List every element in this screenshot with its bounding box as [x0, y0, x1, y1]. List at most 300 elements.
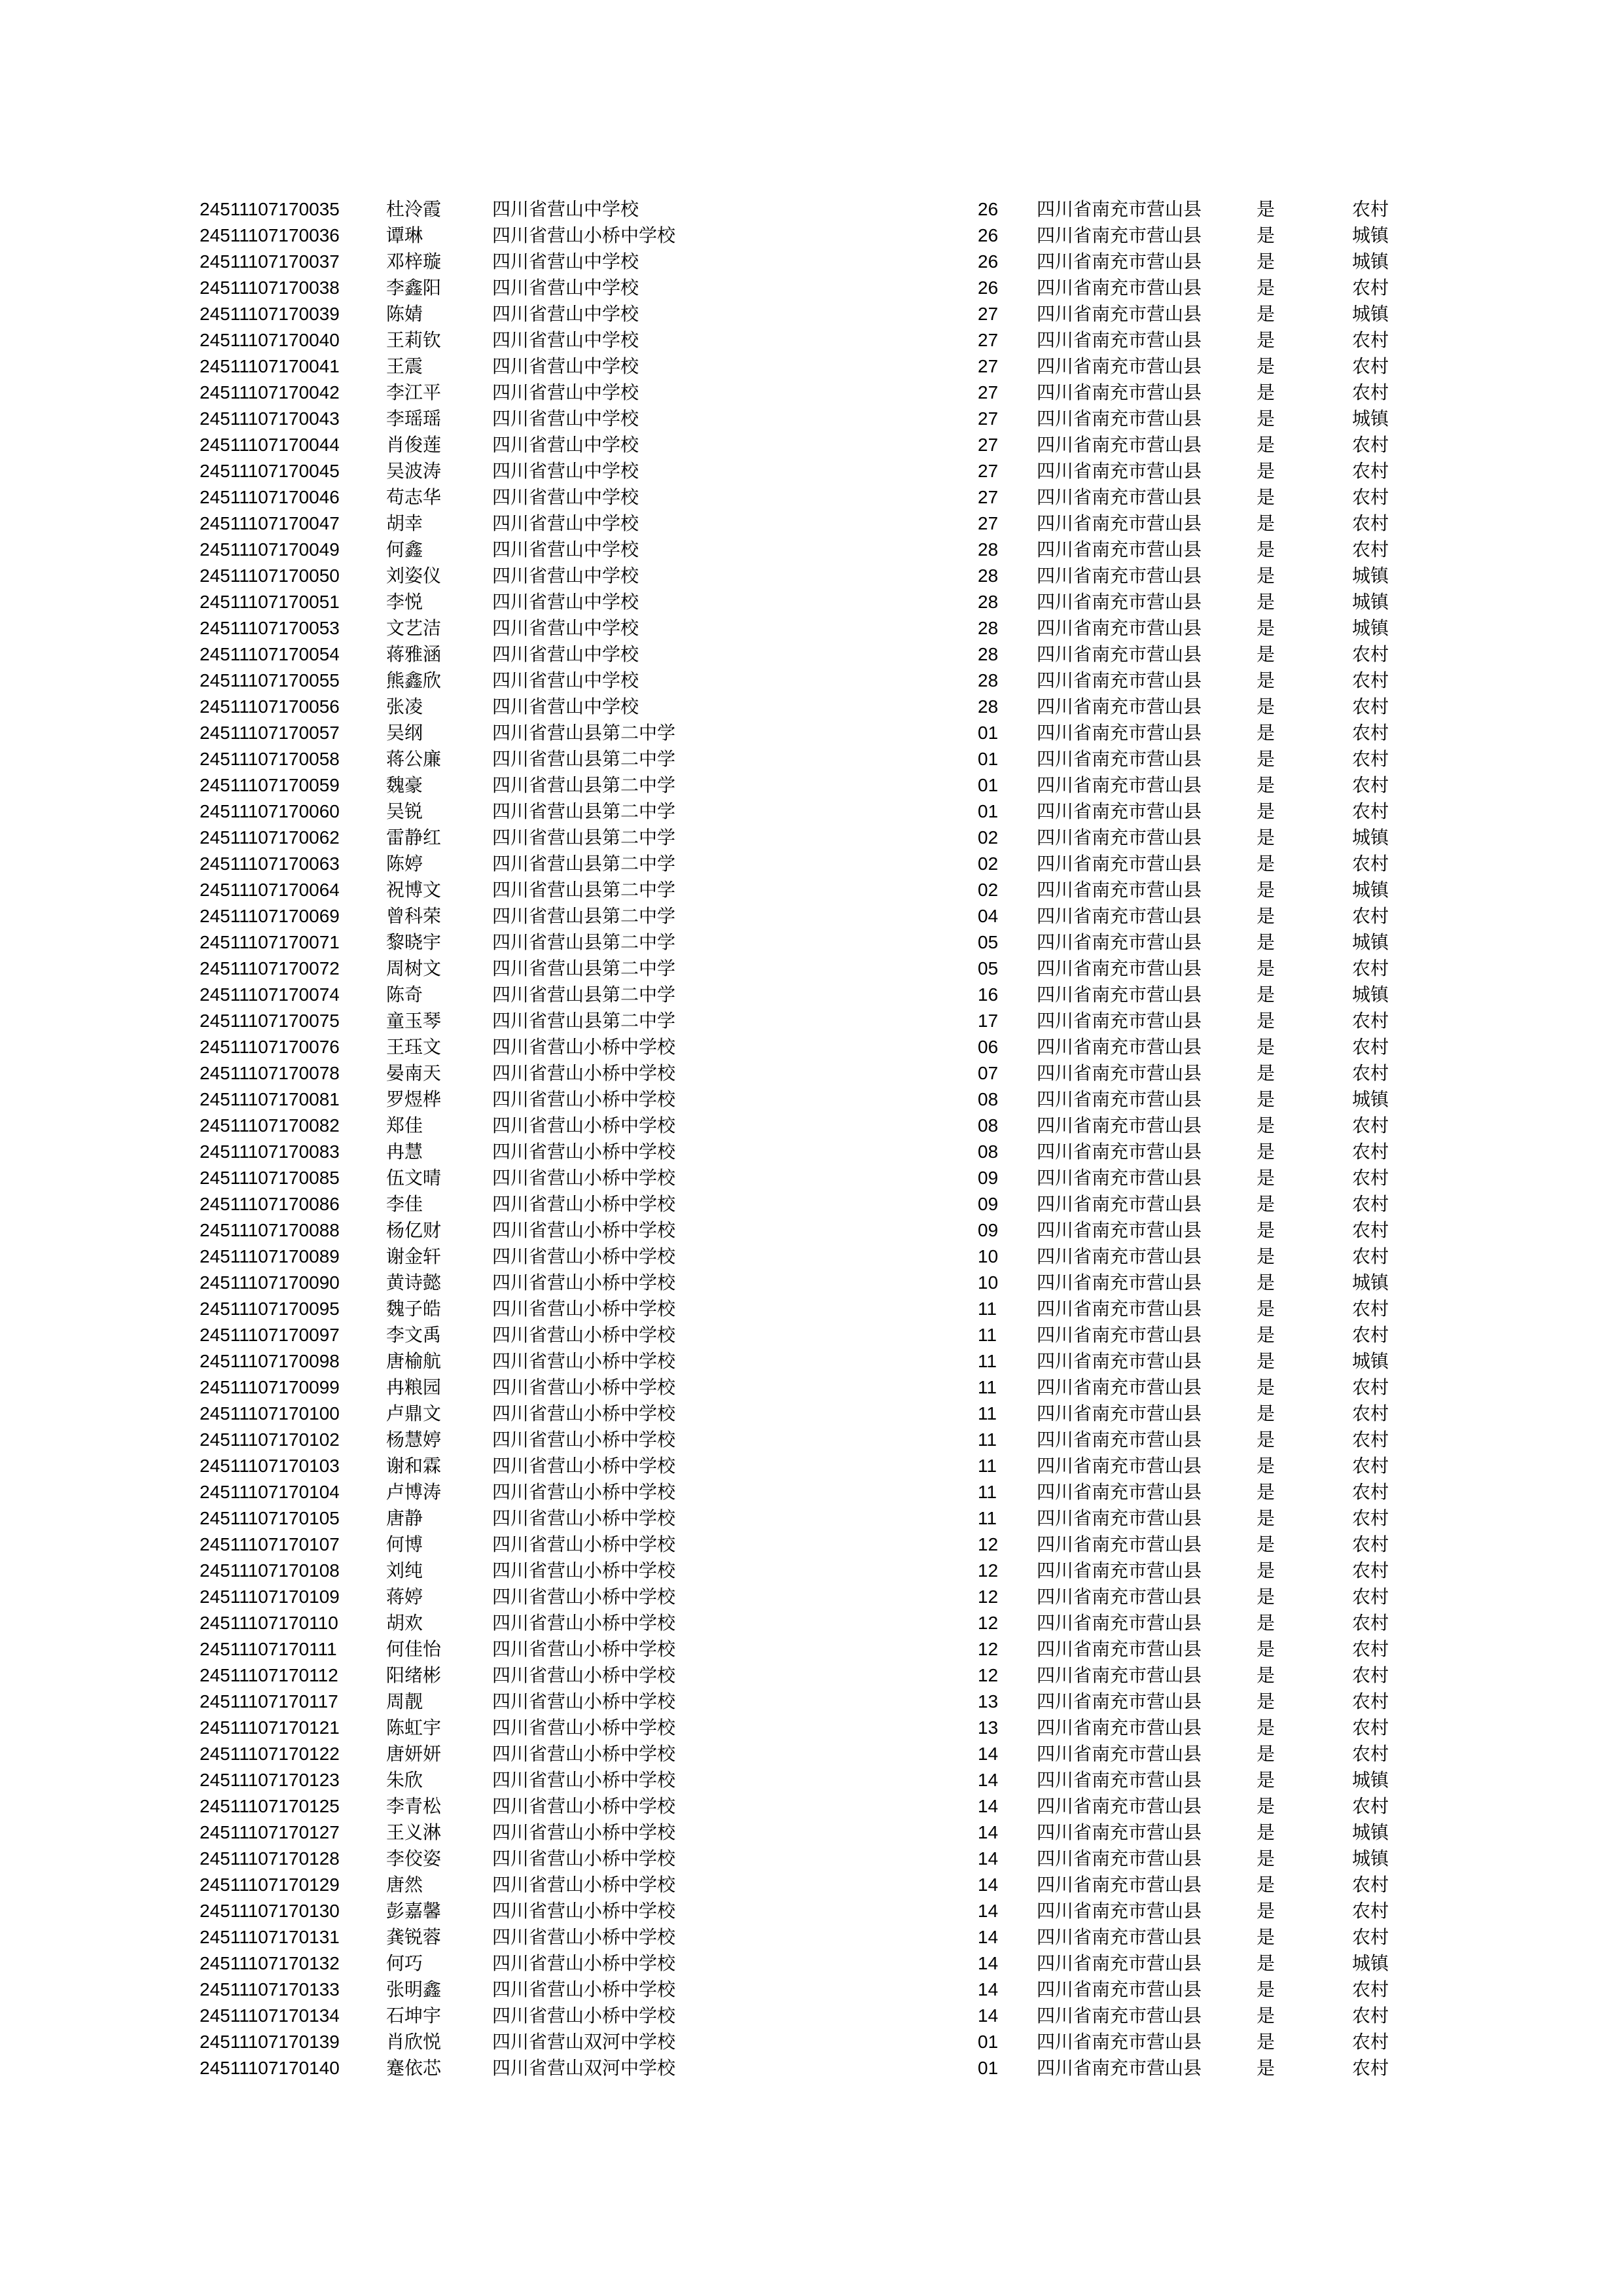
region-cell: 四川省南充市营山县 [1037, 460, 1202, 482]
region-cell: 四川省南充市营山县 [1037, 434, 1202, 456]
school-cell: 四川省营山县第二中学 [492, 722, 676, 744]
table-row [0, 1636, 1623, 1662]
school-cell: 四川省营山小桥中学校 [492, 1062, 676, 1084]
student-id-cell: 24511107170038 [200, 278, 340, 298]
class-number-cell: 12 [978, 1639, 999, 1659]
residence-type-cell: 城镇 [1352, 1821, 1389, 1843]
school-cell: 四川省营山县第二中学 [492, 774, 676, 796]
table-row [0, 1558, 1623, 1584]
region-cell: 四川省南充市营山县 [1037, 1062, 1202, 1084]
school-cell: 四川省营山小桥中学校 [492, 1219, 676, 1241]
residence-type-cell: 农村 [1352, 1612, 1389, 1634]
table-row [0, 458, 1623, 484]
student-id-cell: 24511107170059 [200, 775, 340, 795]
school-cell: 四川省营山中学校 [492, 486, 639, 508]
class-number-cell: 26 [978, 251, 999, 272]
student-id-cell: 24511107170102 [200, 1429, 340, 1450]
eligibility-cell: 是 [1257, 879, 1275, 901]
residence-type-cell: 农村 [1352, 1534, 1389, 1555]
school-cell: 四川省营山中学校 [492, 198, 639, 220]
school-cell: 四川省营山小桥中学校 [492, 1193, 676, 1215]
table-row [0, 1034, 1623, 1060]
school-cell: 四川省营山小桥中学校 [492, 1717, 676, 1738]
student-name-cell: 李悦 [386, 591, 423, 613]
table-row [0, 406, 1623, 432]
class-number-cell: 12 [978, 1587, 999, 1607]
school-cell: 四川省营山中学校 [492, 696, 639, 717]
student-id-cell: 24511107170121 [200, 1717, 340, 1738]
region-cell: 四川省南充市营山县 [1037, 1298, 1202, 1319]
class-number-cell: 11 [978, 1325, 997, 1345]
region-cell: 四川省南充市营山县 [1037, 329, 1202, 351]
residence-type-cell: 农村 [1352, 1193, 1389, 1215]
residence-type-cell: 城镇 [1352, 879, 1389, 901]
eligibility-cell: 是 [1257, 434, 1275, 456]
class-number-cell: 07 [978, 1063, 999, 1083]
student-name-cell: 刘姿仪 [386, 565, 442, 586]
class-number-cell: 27 [978, 435, 999, 455]
class-number-cell: 10 [978, 1272, 999, 1293]
residence-type-cell: 农村 [1352, 2057, 1389, 2079]
residence-type-cell: 农村 [1352, 853, 1389, 874]
school-cell: 四川省营山小桥中学校 [492, 1298, 676, 1319]
eligibility-cell: 是 [1257, 1560, 1275, 1581]
region-cell: 四川省南充市营山县 [1037, 1141, 1202, 1162]
region-cell: 四川省南充市营山县 [1037, 1507, 1202, 1529]
class-number-cell: 05 [978, 932, 999, 952]
class-number-cell: 14 [978, 1901, 999, 1921]
class-number-cell: 04 [978, 906, 999, 926]
table-row [0, 1008, 1623, 1034]
student-id-cell: 24511107170039 [200, 304, 340, 324]
student-name-cell: 李佼姿 [386, 1848, 442, 1869]
region-cell: 四川省南充市营山县 [1037, 1979, 1202, 2000]
student-name-cell: 唐然 [386, 1874, 423, 1895]
table-row [0, 1244, 1623, 1270]
school-cell: 四川省营山县第二中学 [492, 800, 676, 822]
class-number-cell: 14 [978, 1796, 999, 1816]
class-number-cell: 08 [978, 1115, 999, 1136]
student-id-cell: 24511107170140 [200, 2058, 340, 2078]
student-name-cell: 文艺洁 [386, 617, 442, 639]
eligibility-cell: 是 [1257, 1429, 1275, 1450]
residence-type-cell: 农村 [1352, 1926, 1389, 1948]
region-cell: 四川省南充市营山县 [1037, 1219, 1202, 1241]
student-name-cell: 蹇依芯 [386, 2057, 442, 2079]
eligibility-cell: 是 [1257, 722, 1275, 744]
residence-type-cell: 农村 [1352, 2031, 1389, 2053]
student-name-cell: 黎晓宇 [386, 931, 442, 953]
residence-type-cell: 农村 [1352, 1429, 1389, 1450]
region-cell: 四川省南充市营山县 [1037, 1272, 1202, 1293]
class-number-cell: 11 [978, 1482, 997, 1502]
class-number-cell: 08 [978, 1089, 999, 1109]
eligibility-cell: 是 [1257, 1481, 1275, 1503]
school-cell: 四川省营山小桥中学校 [492, 1743, 676, 1765]
eligibility-cell: 是 [1257, 1769, 1275, 1791]
class-number-cell: 17 [978, 1011, 999, 1031]
class-number-cell: 12 [978, 1534, 999, 1554]
residence-type-cell: 城镇 [1352, 827, 1389, 848]
table-row [0, 1191, 1623, 1217]
class-number-cell: 27 [978, 356, 999, 376]
student-name-cell: 苟志华 [386, 486, 442, 508]
table-row [0, 1793, 1623, 1820]
table-row [0, 1662, 1623, 1689]
residence-type-cell: 农村 [1352, 1376, 1389, 1398]
eligibility-cell: 是 [1257, 670, 1275, 691]
student-name-cell: 王莉钦 [386, 329, 442, 351]
student-id-cell: 24511107170062 [200, 827, 340, 848]
student-id-cell: 24511107170043 [200, 408, 340, 429]
residence-type-cell: 农村 [1352, 1062, 1389, 1084]
student-id-cell: 24511107170134 [200, 2005, 340, 2026]
eligibility-cell: 是 [1257, 1874, 1275, 1895]
school-cell: 四川省营山中学校 [492, 408, 639, 429]
student-name-cell: 刘纯 [386, 1560, 423, 1581]
student-name-cell: 胡欢 [386, 1612, 423, 1634]
residence-type-cell: 农村 [1352, 1664, 1389, 1686]
student-id-cell: 24511107170051 [200, 592, 340, 612]
school-cell: 四川省营山中学校 [492, 591, 639, 613]
residence-type-cell: 农村 [1352, 1403, 1389, 1424]
student-id-cell: 24511107170036 [200, 225, 340, 245]
class-number-cell: 02 [978, 827, 999, 848]
student-id-cell: 24511107170082 [200, 1115, 340, 1136]
school-cell: 四川省营山县第二中学 [492, 748, 676, 770]
school-cell: 四川省营山中学校 [492, 434, 639, 456]
school-cell: 四川省营山中学校 [492, 512, 639, 534]
student-name-cell: 李青松 [386, 1795, 442, 1817]
table-row [0, 1217, 1623, 1244]
class-number-cell: 14 [978, 1744, 999, 1764]
student-id-cell: 24511107170133 [200, 1979, 340, 2000]
class-number-cell: 08 [978, 1141, 999, 1162]
class-number-cell: 26 [978, 278, 999, 298]
region-cell: 四川省南充市营山县 [1037, 486, 1202, 508]
student-name-cell: 卢博涛 [386, 1481, 442, 1503]
student-id-cell: 24511107170056 [200, 696, 340, 717]
region-cell: 四川省南充市营山县 [1037, 1376, 1202, 1398]
class-number-cell: 14 [978, 1927, 999, 1947]
school-cell: 四川省营山中学校 [492, 670, 639, 691]
eligibility-cell: 是 [1257, 460, 1275, 482]
eligibility-cell: 是 [1257, 1088, 1275, 1110]
table-row [0, 1767, 1623, 1793]
eligibility-cell: 是 [1257, 905, 1275, 927]
student-id-cell: 24511107170129 [200, 1874, 340, 1895]
region-cell: 四川省南充市营山县 [1037, 408, 1202, 429]
residence-type-cell: 农村 [1352, 486, 1389, 508]
class-number-cell: 13 [978, 1691, 999, 1712]
school-cell: 四川省营山中学校 [492, 617, 639, 639]
school-cell: 四川省营山县第二中学 [492, 1010, 676, 1031]
student-name-cell: 唐榆航 [386, 1350, 442, 1372]
class-number-cell: 27 [978, 487, 999, 507]
student-name-cell: 陈婷 [386, 853, 423, 874]
eligibility-cell: 是 [1257, 1952, 1275, 1974]
student-id-cell: 24511107170117 [200, 1691, 338, 1712]
residence-type-cell: 农村 [1352, 800, 1389, 822]
school-cell: 四川省营山小桥中学校 [492, 1455, 676, 1477]
student-id-cell: 24511107170098 [200, 1351, 340, 1371]
region-cell: 四川省南充市营山县 [1037, 1874, 1202, 1895]
table-row [0, 1270, 1623, 1296]
school-cell: 四川省营山小桥中学校 [492, 1848, 676, 1869]
region-cell: 四川省南充市营山县 [1037, 1455, 1202, 1477]
student-id-cell: 24511107170053 [200, 618, 340, 638]
eligibility-cell: 是 [1257, 1848, 1275, 1869]
student-name-cell: 何巧 [386, 1952, 423, 1974]
region-cell: 四川省南充市营山县 [1037, 748, 1202, 770]
table-row [0, 301, 1623, 327]
student-id-cell: 24511107170076 [200, 1037, 340, 1057]
student-name-cell: 张凌 [386, 696, 423, 717]
student-id-cell: 24511107170131 [200, 1927, 340, 1947]
residence-type-cell: 农村 [1352, 958, 1389, 979]
student-name-cell: 张明鑫 [386, 1979, 442, 2000]
region-cell: 四川省南充市营山县 [1037, 2057, 1202, 2079]
school-cell: 四川省营山县第二中学 [492, 931, 676, 953]
student-id-cell: 24511107170128 [200, 1848, 340, 1869]
school-cell: 四川省营山小桥中学校 [492, 1926, 676, 1948]
school-cell: 四川省营山小桥中学校 [492, 1246, 676, 1267]
residence-type-cell: 农村 [1352, 1167, 1389, 1189]
class-number-cell: 27 [978, 461, 999, 481]
student-id-cell: 24511107170122 [200, 1744, 340, 1764]
region-cell: 四川省南充市营山县 [1037, 905, 1202, 927]
student-name-cell: 李瑶瑶 [386, 408, 442, 429]
student-name-cell: 吴锐 [386, 800, 423, 822]
table-row [0, 668, 1623, 694]
school-cell: 四川省营山中学校 [492, 303, 639, 325]
student-name-cell: 陈奇 [386, 984, 423, 1005]
student-id-cell: 24511107170058 [200, 749, 340, 769]
student-id-cell: 24511107170046 [200, 487, 340, 507]
eligibility-cell: 是 [1257, 277, 1275, 298]
student-name-cell: 蒋雅涵 [386, 643, 442, 665]
region-cell: 四川省南充市营山县 [1037, 879, 1202, 901]
eligibility-cell: 是 [1257, 2031, 1275, 2053]
eligibility-cell: 是 [1257, 1403, 1275, 1424]
school-cell: 四川省营山小桥中学校 [492, 1560, 676, 1581]
school-cell: 四川省营山中学校 [492, 460, 639, 482]
student-id-cell: 24511107170100 [200, 1403, 340, 1424]
residence-type-cell: 城镇 [1352, 1272, 1389, 1293]
student-name-cell: 肖欣悦 [386, 2031, 442, 2053]
class-number-cell: 10 [978, 1246, 999, 1266]
table-row [0, 825, 1623, 851]
eligibility-cell: 是 [1257, 1795, 1275, 1817]
residence-type-cell: 农村 [1352, 382, 1389, 403]
table-row [0, 2029, 1623, 2055]
eligibility-cell: 是 [1257, 1534, 1275, 1555]
student-name-cell: 王义淋 [386, 1821, 442, 1843]
residence-type-cell: 农村 [1352, 1691, 1389, 1712]
residence-type-cell: 城镇 [1352, 1350, 1389, 1372]
student-name-cell: 唐妍妍 [386, 1743, 442, 1765]
table-row [0, 1846, 1623, 1872]
eligibility-cell: 是 [1257, 382, 1275, 403]
eligibility-cell: 是 [1257, 643, 1275, 665]
eligibility-cell: 是 [1257, 1455, 1275, 1477]
region-cell: 四川省南充市营山县 [1037, 355, 1202, 377]
school-cell: 四川省营山中学校 [492, 539, 639, 560]
region-cell: 四川省南充市营山县 [1037, 643, 1202, 665]
table-row [0, 1715, 1623, 1741]
region-cell: 四川省南充市营山县 [1037, 670, 1202, 691]
residence-type-cell: 农村 [1352, 512, 1389, 534]
class-number-cell: 27 [978, 382, 999, 403]
class-number-cell: 01 [978, 775, 999, 795]
table-row [0, 589, 1623, 615]
table-row [0, 223, 1623, 249]
table-row [0, 1532, 1623, 1558]
table-row [0, 1296, 1623, 1322]
table-row [0, 1139, 1623, 1165]
student-name-cell: 王珏文 [386, 1036, 442, 1058]
residence-type-cell: 农村 [1352, 329, 1389, 351]
table-row [0, 1427, 1623, 1453]
eligibility-cell: 是 [1257, 1036, 1275, 1058]
residence-type-cell: 农村 [1352, 748, 1389, 770]
eligibility-cell: 是 [1257, 1691, 1275, 1712]
student-id-cell: 24511107170112 [200, 1665, 338, 1685]
student-id-cell: 24511107170085 [200, 1168, 340, 1188]
student-id-cell: 24511107170037 [200, 251, 340, 272]
residence-type-cell: 农村 [1352, 1795, 1389, 1817]
table-row [0, 1741, 1623, 1767]
eligibility-cell: 是 [1257, 539, 1275, 560]
eligibility-cell: 是 [1257, 1246, 1275, 1267]
school-cell: 四川省营山小桥中学校 [492, 1979, 676, 2000]
class-number-cell: 11 [978, 1456, 997, 1476]
class-number-cell: 14 [978, 1848, 999, 1869]
table-row [0, 1401, 1623, 1427]
eligibility-cell: 是 [1257, 1900, 1275, 1922]
table-row [0, 2003, 1623, 2029]
eligibility-cell: 是 [1257, 1743, 1275, 1765]
class-number-cell: 09 [978, 1168, 999, 1188]
eligibility-cell: 是 [1257, 774, 1275, 796]
school-cell: 四川省营山中学校 [492, 382, 639, 403]
table-row [0, 1479, 1623, 1505]
table-row [0, 694, 1623, 720]
class-number-cell: 11 [978, 1429, 997, 1450]
student-name-cell: 魏子皓 [386, 1298, 442, 1319]
student-id-cell: 24511107170123 [200, 1770, 340, 1790]
table-row [0, 327, 1623, 353]
class-number-cell: 26 [978, 199, 999, 219]
school-cell: 四川省营山小桥中学校 [492, 1507, 676, 1529]
school-cell: 四川省营山小桥中学校 [492, 1167, 676, 1189]
student-id-cell: 24511107170074 [200, 984, 340, 1005]
student-name-cell: 何佳怡 [386, 1638, 442, 1660]
student-name-cell: 何鑫 [386, 539, 423, 560]
region-cell: 四川省南充市营山县 [1037, 1481, 1202, 1503]
class-number-cell: 14 [978, 2005, 999, 2026]
residence-type-cell: 农村 [1352, 2005, 1389, 2026]
residence-type-cell: 城镇 [1352, 931, 1389, 953]
eligibility-cell: 是 [1257, 1612, 1275, 1634]
region-cell: 四川省南充市营山县 [1037, 1167, 1202, 1189]
class-number-cell: 09 [978, 1194, 999, 1214]
eligibility-cell: 是 [1257, 303, 1275, 325]
region-cell: 四川省南充市营山县 [1037, 1115, 1202, 1136]
student-id-cell: 24511107170139 [200, 2032, 340, 2052]
student-name-cell: 罗煜桦 [386, 1088, 442, 1110]
residence-type-cell: 农村 [1352, 1900, 1389, 1922]
student-id-cell: 24511107170089 [200, 1246, 340, 1266]
residence-type-cell: 农村 [1352, 1586, 1389, 1607]
table-row [0, 615, 1623, 641]
student-name-cell: 李江平 [386, 382, 442, 403]
eligibility-cell: 是 [1257, 1219, 1275, 1241]
class-number-cell: 28 [978, 618, 999, 638]
student-name-cell: 吴波涛 [386, 460, 442, 482]
class-number-cell: 11 [978, 1377, 997, 1397]
class-number-cell: 05 [978, 958, 999, 978]
residence-type-cell: 农村 [1352, 774, 1389, 796]
student-name-cell: 石坤宇 [386, 2005, 442, 2026]
region-cell: 四川省南充市营山县 [1037, 251, 1202, 272]
residence-type-cell: 农村 [1352, 1743, 1389, 1765]
eligibility-cell: 是 [1257, 224, 1275, 246]
table-row [0, 432, 1623, 458]
class-number-cell: 14 [978, 1822, 999, 1842]
residence-type-cell: 农村 [1352, 1036, 1389, 1058]
student-id-cell: 24511107170111 [200, 1639, 337, 1659]
student-name-cell: 胡幸 [386, 512, 423, 534]
student-id-cell: 24511107170107 [200, 1534, 340, 1554]
residence-type-cell: 农村 [1352, 670, 1389, 691]
region-cell: 四川省南充市营山县 [1037, 617, 1202, 639]
region-cell: 四川省南充市营山县 [1037, 2005, 1202, 2026]
school-cell: 四川省营山小桥中学校 [492, 1036, 676, 1058]
class-number-cell: 02 [978, 853, 999, 874]
student-id-cell: 24511107170099 [200, 1377, 340, 1397]
school-cell: 四川省营山小桥中学校 [492, 1795, 676, 1817]
table-row [0, 1610, 1623, 1636]
eligibility-cell: 是 [1257, 931, 1275, 953]
student-name-cell: 吴纲 [386, 722, 423, 744]
eligibility-cell: 是 [1257, 1979, 1275, 2000]
school-cell: 四川省营山小桥中学校 [492, 1403, 676, 1424]
class-number-cell: 27 [978, 408, 999, 429]
class-number-cell: 09 [978, 1220, 999, 1240]
table-row [0, 380, 1623, 406]
school-cell: 四川省营山小桥中学校 [492, 1612, 676, 1634]
student-name-cell: 晏南天 [386, 1062, 442, 1084]
residence-type-cell: 农村 [1352, 905, 1389, 927]
residence-type-cell: 农村 [1352, 355, 1389, 377]
region-cell: 四川省南充市营山县 [1037, 931, 1202, 953]
student-id-cell: 24511107170105 [200, 1508, 340, 1528]
school-cell: 四川省营山小桥中学校 [492, 1350, 676, 1372]
student-id-cell: 24511107170130 [200, 1901, 340, 1921]
school-cell: 四川省营山小桥中学校 [492, 1638, 676, 1660]
class-number-cell: 28 [978, 696, 999, 717]
student-name-cell: 周靓 [386, 1691, 423, 1712]
residence-type-cell: 城镇 [1352, 1848, 1389, 1869]
student-id-cell: 24511107170081 [200, 1089, 340, 1109]
region-cell: 四川省南充市营山县 [1037, 1350, 1202, 1372]
class-number-cell: 11 [978, 1403, 997, 1424]
table-row [0, 1872, 1623, 1898]
student-name-cell: 邓梓璇 [386, 251, 442, 272]
region-cell: 四川省南充市营山县 [1037, 303, 1202, 325]
student-name-cell: 彭嘉馨 [386, 1900, 442, 1922]
